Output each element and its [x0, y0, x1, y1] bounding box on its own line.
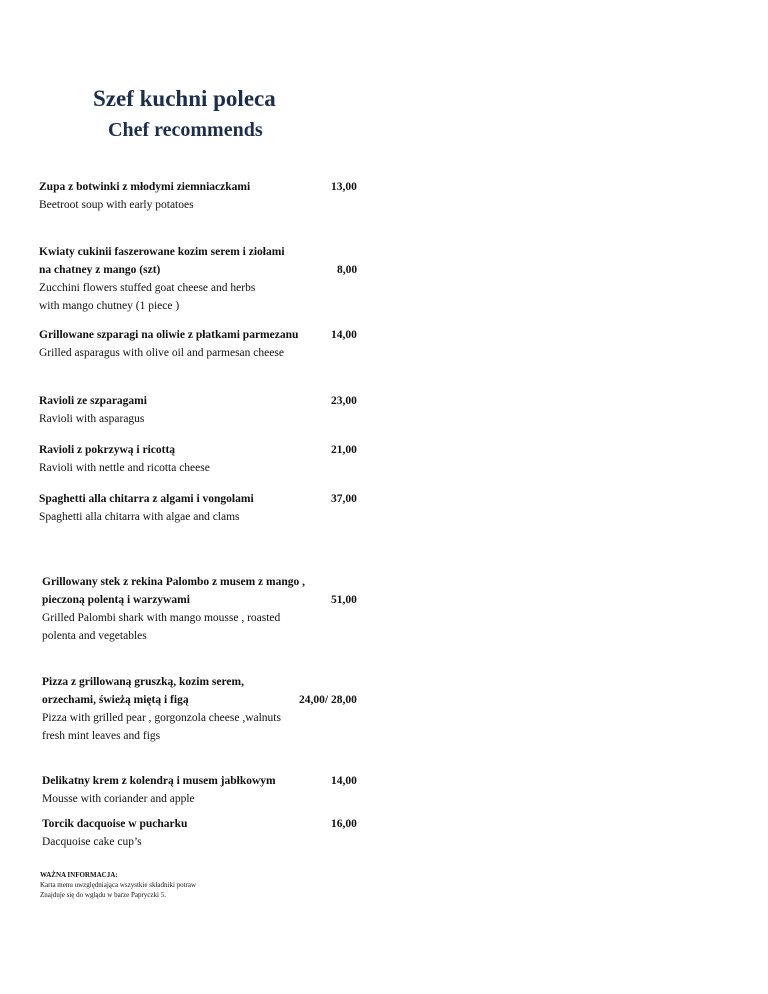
dish-name-en: Ravioli with asparagus — [39, 413, 145, 425]
dish-name-pl: na chatney z mango (szt) — [39, 264, 161, 276]
page-subtitle: Chef recommends — [108, 119, 263, 141]
dish-name-en: Pizza with grilled pear , gorgonzola cheese ,walnuts — [42, 712, 281, 724]
info-heading: WAŻNA INFORMACJA: — [40, 871, 118, 879]
dish-name-pl: Grillowany stek z rekina Palombo z musem z mango , — [42, 576, 305, 588]
dish-name-en: fresh mint leaves and figs — [42, 730, 161, 742]
dish-name-en: Spaghetti alla chitarra with algae and clams — [39, 511, 240, 523]
dish-price: 51,00 — [331, 594, 357, 606]
dish-name-pl: Grillowane szparagi na oliwie z płatkami parmezanu — [39, 329, 299, 341]
dish-price: 14,00 — [331, 775, 357, 787]
menu-item — [42, 573, 305, 645]
dish-name-en: Mousse with coriander and apple — [42, 793, 195, 805]
dish-name-en: Beetroot soup with early potatoes — [39, 199, 194, 211]
menu-item — [39, 243, 285, 315]
menu-item — [42, 673, 281, 745]
dish-price: 23,00 — [331, 395, 357, 407]
dish-name-en: Zucchini flowers stuffed goat cheese and herbs — [39, 282, 256, 294]
dish-price: 13,00 — [331, 181, 357, 193]
menu-item — [39, 326, 298, 362]
dish-price: 24,00/ 28,00 — [299, 694, 357, 706]
dish-name-pl: Spaghetti alla chitarra z algami i vongolami — [39, 493, 254, 505]
page-title: Szef kuchni poleca — [93, 86, 276, 111]
dish-name-en: Dacquoise cake cup’s — [42, 836, 142, 848]
menu-item — [39, 490, 254, 526]
menu-item — [39, 178, 250, 214]
dish-name-pl: Delikatny krem z kolendrą i musem jabłkowym — [42, 775, 276, 787]
dish-name-en: polenta and vegetables — [42, 630, 147, 642]
dish-name-pl: pieczoną polentą i warzywami — [42, 594, 190, 606]
menu-item — [39, 392, 147, 428]
dish-name-pl: Kwiaty cukinii faszerowane kozim serem i ziołami — [39, 246, 285, 258]
dish-price: 16,00 — [331, 818, 357, 830]
menu-item — [39, 441, 210, 477]
dish-price: 21,00 — [331, 444, 357, 456]
dish-name-en: Grilled Palombi shark with mango mousse , roasted — [42, 612, 281, 624]
dish-name-pl: Zupa z botwinki z młodymi ziemniaczkami — [39, 181, 251, 193]
menu-item — [42, 815, 187, 851]
info-line: Znajduje się do wglądu w barze Papryczki 5. — [40, 891, 166, 899]
dish-price: 14,00 — [331, 329, 357, 341]
dish-name-pl: Ravioli z pokrzywą i ricottą — [39, 444, 176, 456]
dish-name-en: Ravioli with nettle and ricotta cheese — [39, 462, 210, 474]
dish-name-pl: Torcik dacquoise w pucharku — [42, 818, 188, 830]
dish-name-en: Grilled asparagus with olive oil and parmesan cheese — [39, 347, 284, 359]
info-line: Karta menu uwzględniająca wszystkie składniki potraw — [40, 881, 197, 889]
menu-item — [42, 772, 276, 808]
dish-price: 8,00 — [337, 264, 358, 276]
dish-price: 37,00 — [331, 493, 357, 505]
dish-name-pl: Ravioli ze szparagami — [39, 395, 147, 407]
dish-name-en: with mango chutney (1 piece ) — [39, 300, 180, 312]
dish-name-pl: Pizza z grillowaną gruszką, kozim serem, — [42, 676, 244, 688]
dish-name-pl: orzechami, świeżą miętą i figą — [42, 694, 189, 706]
allergen-info — [40, 870, 196, 900]
